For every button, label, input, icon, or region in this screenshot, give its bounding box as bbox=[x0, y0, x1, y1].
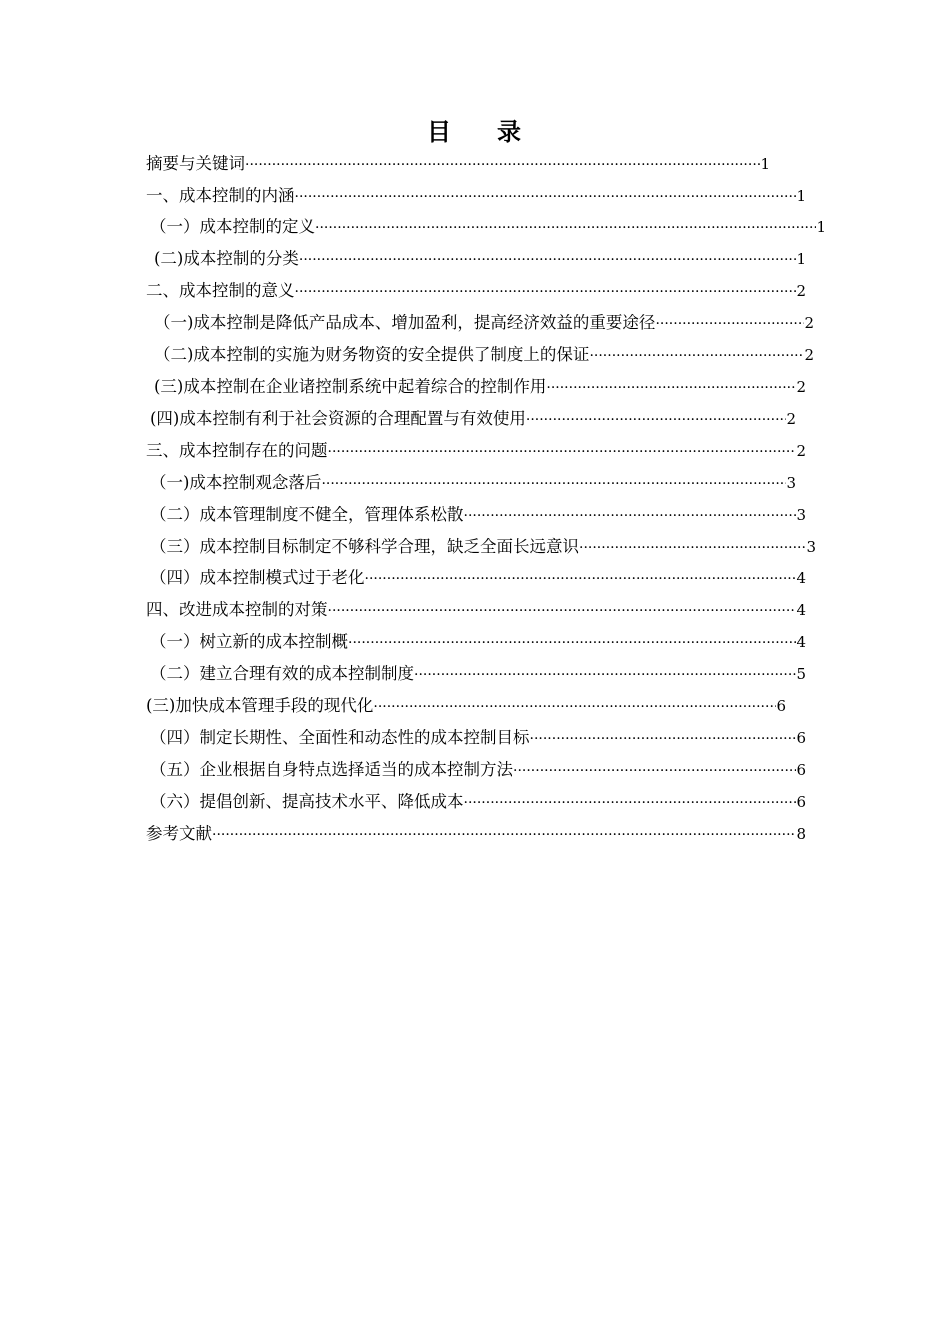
toc-entry-page: 4 bbox=[796, 601, 806, 619]
toc-entry-page: 3 bbox=[786, 474, 796, 492]
toc-entry[interactable] bbox=[146, 439, 806, 463]
toc-entry-label: 四、改进成本控制的对策 bbox=[146, 600, 328, 619]
toc-entry[interactable] bbox=[150, 503, 806, 527]
toc-leader-dots bbox=[579, 536, 806, 560]
toc-leader-dots bbox=[212, 823, 796, 847]
toc-entry-page: 3 bbox=[796, 506, 806, 524]
toc-entry[interactable] bbox=[150, 535, 816, 559]
toc-leader-dots bbox=[321, 472, 786, 496]
toc-leader-dots bbox=[589, 344, 804, 368]
toc-entry-label: (二)成本控制的分类 bbox=[154, 249, 299, 268]
toc-entry-page: 1 bbox=[816, 218, 826, 236]
toc-entry-label: （四）成本控制模式过于老化 bbox=[150, 568, 365, 587]
toc-entry-label: 摘要与关键词 bbox=[146, 154, 245, 173]
toc-entry-label: （二)成本控制的实施为财务物资的安全提供了制度上的保证 bbox=[154, 345, 590, 364]
toc-entry[interactable] bbox=[150, 630, 806, 654]
toc-leader-dots bbox=[295, 280, 797, 304]
toc-leader-dots bbox=[530, 727, 797, 751]
toc-entry[interactable] bbox=[150, 566, 806, 590]
toc-entry[interactable] bbox=[150, 215, 826, 239]
toc-entry-label: （一)成本控制观念落后 bbox=[150, 473, 322, 492]
toc-entry[interactable] bbox=[154, 247, 806, 271]
toc-entry-label: （二）成本管理制度不健全，管理体系松散 bbox=[150, 505, 464, 524]
toc-entry-label: （四）制定长期性、全面性和动态性的成本控制目标 bbox=[150, 728, 530, 747]
toc-entry-page: 2 bbox=[786, 410, 796, 428]
toc-entry-label: 一、成本控制的内涵 bbox=[146, 186, 295, 205]
toc-entry-page: 8 bbox=[796, 825, 806, 843]
toc-leader-dots bbox=[373, 695, 776, 719]
toc-entry-page: 2 bbox=[804, 346, 814, 364]
toc-entry[interactable] bbox=[150, 726, 806, 750]
toc-entry-page: 2 bbox=[796, 378, 806, 396]
toc-leader-dots bbox=[513, 759, 796, 783]
toc-leader-dots bbox=[299, 248, 797, 272]
toc-entry-label: （二）建立合理有效的成本控制制度 bbox=[150, 664, 414, 683]
toc-entry-page: 1 bbox=[796, 250, 806, 268]
toc-entry-label: 二、成本控制的意义 bbox=[146, 281, 295, 300]
toc-entry-label: （一）树立新的成本控制概 bbox=[150, 632, 348, 651]
toc-leader-dots bbox=[526, 408, 787, 432]
toc-entry-page: 1 bbox=[760, 155, 770, 173]
toc-entry[interactable] bbox=[146, 184, 806, 208]
toc-leader-dots bbox=[245, 153, 760, 177]
toc-entry-page: 6 bbox=[796, 729, 806, 747]
toc-entry-page: 2 bbox=[796, 282, 806, 300]
toc-entry-page: 6 bbox=[796, 793, 806, 811]
toc-entry[interactable] bbox=[154, 375, 806, 399]
toc-entry-label: (三)加快成本管理手段的现代化 bbox=[146, 696, 374, 715]
toc-entry[interactable] bbox=[150, 758, 806, 782]
toc-entry-label: （一)成本控制是降低产品成本、增加盈利，提高经济效益的重要途径 bbox=[154, 313, 656, 332]
toc-leader-dots bbox=[365, 567, 797, 591]
toc-entry[interactable] bbox=[154, 311, 814, 335]
toc-entry-page: 1 bbox=[796, 187, 806, 205]
toc-leader-dots bbox=[655, 312, 804, 336]
toc-entry-label: 三、成本控制存在的问题 bbox=[146, 441, 328, 460]
toc-entry[interactable] bbox=[146, 152, 770, 176]
toc-entry-label: （一）成本控制的定义 bbox=[150, 217, 315, 236]
toc-entry-page: 6 bbox=[796, 761, 806, 779]
toc-entry-page: 2 bbox=[796, 442, 806, 460]
toc-leader-dots bbox=[348, 631, 796, 655]
toc-entry-page: 3 bbox=[806, 538, 816, 556]
toc-entry-page: 4 bbox=[796, 569, 806, 587]
title-char-2: 录 bbox=[497, 118, 523, 146]
toc-leader-dots bbox=[414, 663, 796, 687]
title-char-1: 目 bbox=[427, 118, 453, 146]
toc-leader-dots bbox=[328, 599, 797, 623]
toc-entry-label: （三）成本控制目标制定不够科学合理，缺乏全面长远意识 bbox=[150, 537, 579, 556]
toc-entry[interactable] bbox=[150, 790, 806, 814]
toc-entry[interactable] bbox=[150, 407, 796, 431]
toc-leader-dots bbox=[464, 504, 797, 528]
toc-entry[interactable] bbox=[146, 279, 806, 303]
toc-leader-dots bbox=[328, 440, 797, 464]
toc-entry-label: (三)成本控制在企业诸控制系统中起着综合的控制作用 bbox=[154, 377, 547, 396]
toc-entry-label: （六）提倡创新、提高技术水平、降低成本 bbox=[150, 792, 464, 811]
toc-entry-page: 4 bbox=[796, 633, 806, 651]
toc-entry-label: （五）企业根据自身特点选择适当的成本控制方法 bbox=[150, 760, 513, 779]
toc-leader-dots bbox=[315, 216, 816, 240]
toc-entry[interactable] bbox=[150, 662, 806, 686]
toc-leader-dots bbox=[295, 185, 797, 209]
toc-entry-page: 2 bbox=[804, 314, 814, 332]
toc-entry-page: 5 bbox=[796, 665, 806, 683]
toc-entry[interactable] bbox=[146, 822, 806, 846]
toc-entry[interactable] bbox=[154, 343, 814, 367]
toc-entry-label: (四)成本控制有利于社会资源的合理配置与有效使用 bbox=[150, 409, 526, 428]
toc-entry[interactable] bbox=[150, 471, 796, 495]
toc-leader-dots bbox=[546, 376, 796, 400]
toc-entry[interactable] bbox=[146, 598, 806, 622]
toc-leader-dots bbox=[464, 791, 797, 815]
toc-entry-label: 参考文献 bbox=[146, 824, 212, 843]
toc-entry-page: 6 bbox=[776, 697, 786, 715]
toc-entry[interactable] bbox=[146, 694, 786, 718]
